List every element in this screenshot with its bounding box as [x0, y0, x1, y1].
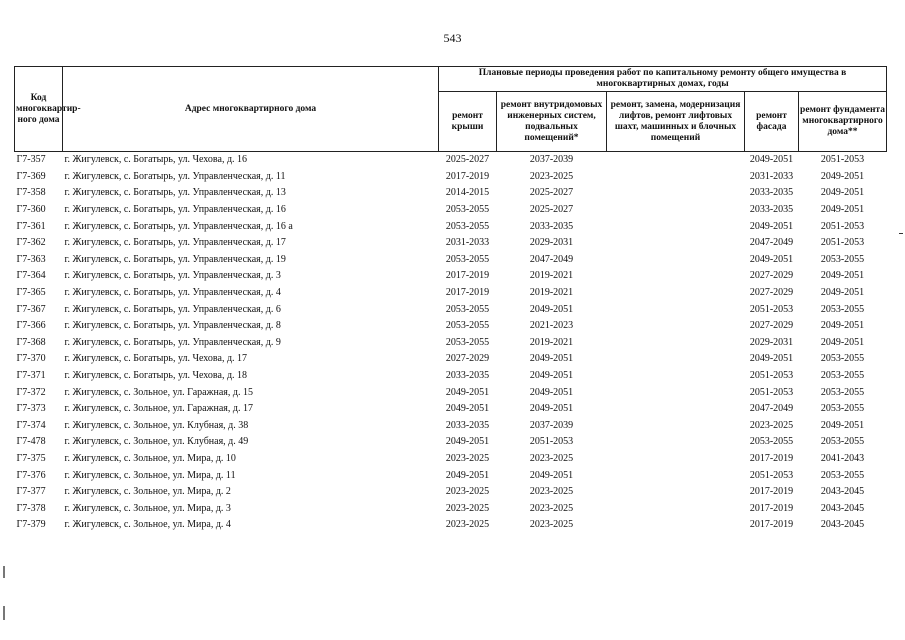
table-row: [15, 285, 887, 302]
table-row: [15, 268, 887, 285]
cell-elevators: [607, 235, 745, 252]
cell-address: г. Жигулевск, с. Богатырь, ул. Управленческая, д. 11: [64, 170, 286, 182]
cell-address: г. Жигулевск, с. Богатырь, ул. Управленческая, д. 8: [64, 320, 281, 332]
cell-elevators: [607, 335, 745, 352]
cell-facade: 2033-2035: [749, 204, 794, 216]
cell-facade: 2029-2031: [749, 336, 794, 348]
cell-address: г. Жигулевск, с. Богатырь, ул. Управленческая, д. 3: [64, 270, 281, 282]
cell-address: г. Жигулевск, с. Зольное, ул. Мира, д. 10: [64, 452, 236, 464]
cell-roof: 2053-2055: [445, 336, 490, 348]
cell-code: Г7-377: [16, 486, 46, 498]
cell-code: Г7-369: [16, 170, 46, 182]
table-row: [15, 517, 887, 534]
cell-code: Г7-373: [16, 403, 46, 415]
cell-systems: 2023-2025: [529, 452, 574, 464]
edge-mark: [899, 233, 903, 234]
cell-foundation: 2049-2051: [820, 187, 865, 199]
cell-facade: 2051-2053: [749, 469, 794, 481]
cell-facade: 2051-2053: [749, 386, 794, 398]
cell-address: г. Жигулевск, с. Богатырь, ул. Чехова, д. 16: [63, 152, 439, 169]
cell-elevators: [607, 268, 745, 285]
cell-facade: 2047-2049: [749, 237, 794, 249]
cell-elevators: [607, 185, 745, 202]
cell-address: г. Жигулевск, с. Зольное, ул. Мира, д. 4: [64, 519, 231, 531]
cell-facade: 2027-2029: [749, 287, 794, 299]
header-elevators: ремонт, замена, модернизация лифтов, ремонт лифтовых шахт, машинных и блочных помещений: [607, 92, 745, 152]
cell-address: г. Жигулевск, с. Зольное, ул. Мира, д. 2: [64, 486, 231, 498]
cell-address: г. Жигулевск, с. Зольное, ул. Гаражная, д. 17: [64, 403, 253, 415]
cell-facade: 2051-2053: [749, 370, 794, 382]
cell-elevators: [607, 301, 745, 318]
cell-facade: 2049-2051: [745, 152, 799, 169]
cell-foundation: 2043-2045: [820, 519, 865, 531]
cell-systems: 2025-2027: [529, 204, 574, 216]
cell-systems: 2029-2031: [529, 237, 574, 249]
cell-foundation: 2043-2045: [820, 502, 865, 514]
cell-elevators: [607, 202, 745, 219]
cell-foundation: 2053-2055: [820, 469, 865, 481]
cell-elevators: [607, 418, 745, 435]
cell-facade: 2017-2019: [749, 519, 794, 531]
cell-code: Г7-366: [16, 320, 46, 332]
cell-address: г. Жигулевск, с. Богатырь, ул. Управленческая, д. 9: [64, 336, 281, 348]
cell-code: Г7-368: [16, 336, 46, 348]
cell-foundation: 2053-2055: [820, 403, 865, 415]
cell-roof: 2049-2051: [445, 469, 490, 481]
cell-systems: 2023-2025: [529, 170, 574, 182]
cell-facade: 2049-2051: [749, 253, 794, 265]
cell-elevators: [607, 169, 745, 186]
header-address: Адрес многоквартирного дома: [63, 67, 439, 152]
table-row: [15, 351, 887, 368]
cell-address: г. Жигулевск, с. Богатырь, ул. Управленческая, д. 19: [64, 253, 286, 265]
cell-foundation: 2043-2045: [820, 486, 865, 498]
cell-elevators: [607, 484, 745, 501]
table-row: [15, 335, 887, 352]
cell-foundation: 2049-2051: [820, 320, 865, 332]
cell-roof: 2014-2015: [445, 187, 490, 199]
cell-code: Г7-375: [16, 452, 46, 464]
header-facade: ремонт фасада: [745, 92, 799, 152]
cell-foundation: 2049-2051: [820, 336, 865, 348]
cell-systems: 2049-2051: [529, 386, 574, 398]
cell-roof: 2017-2019: [445, 270, 490, 282]
cell-elevators: [607, 517, 745, 534]
cell-roof: 2023-2025: [445, 519, 490, 531]
cell-code: Г7-378: [16, 502, 46, 514]
cell-foundation: 2053-2055: [820, 386, 865, 398]
cell-systems: 2019-2021: [529, 270, 574, 282]
header-code: Код многоквартир-ного дома: [15, 67, 63, 152]
cell-roof: 2023-2025: [445, 486, 490, 498]
cell-facade: 2047-2049: [749, 403, 794, 415]
table-row: [15, 434, 887, 451]
cell-address: г. Жигулевск, с. Богатырь, ул. Управленческая, д. 13: [64, 187, 286, 199]
cell-foundation: 2053-2055: [820, 253, 865, 265]
cell-elevators: [607, 368, 745, 385]
cell-roof: 2053-2055: [445, 253, 490, 265]
cell-code: Г7-374: [16, 419, 46, 431]
cell-elevators: [607, 384, 745, 401]
cell-roof: 2053-2055: [445, 220, 490, 232]
cell-address: г. Жигулевск, с. Богатырь, ул. Управленческая, д. 16: [64, 204, 286, 216]
cell-foundation: 2041-2043: [820, 452, 865, 464]
cell-facade: 2051-2053: [749, 303, 794, 315]
cell-foundation: 2049-2051: [820, 170, 865, 182]
table-row: [15, 368, 887, 385]
header-foundation: ремонт фундамента многоквартирного дома**: [799, 92, 887, 152]
cell-code: Г7-361: [16, 220, 46, 232]
cell-systems: 2033-2035: [529, 220, 574, 232]
header-planned-periods: Плановые периоды проведения работ по капитальному ремонту общего имущества в многоквартирных домах, годы: [439, 67, 887, 92]
cell-code: Г7-358: [16, 187, 46, 199]
page-number: 543: [443, 31, 462, 45]
cell-roof: 2023-2025: [445, 502, 490, 514]
cell-code: Г7-360: [16, 204, 46, 216]
cell-elevators: [607, 252, 745, 269]
cell-code: Г7-371: [16, 370, 46, 382]
cell-address: г. Жигулевск, с. Зольное, ул. Клубная, д. 49: [64, 436, 249, 448]
cell-roof: 2033-2035: [445, 370, 490, 382]
cell-elevators: [607, 467, 745, 484]
cell-foundation: 2051-2053: [820, 237, 865, 249]
table-row: [15, 235, 887, 252]
cell-code: Г7-478: [16, 436, 46, 448]
cell-systems: 2025-2027: [529, 187, 574, 199]
cell-facade: 2049-2051: [749, 353, 794, 365]
cell-elevators: [607, 218, 745, 235]
cell-systems: 2023-2025: [529, 519, 574, 531]
cell-facade: 2033-2035: [749, 187, 794, 199]
table-row: [15, 451, 887, 468]
cell-roof: 2027-2029: [445, 353, 490, 365]
cell-roof: 2017-2019: [445, 287, 490, 299]
cell-address: г. Жигулевск, с. Богатырь, ул. Чехова, д. 18: [64, 370, 248, 382]
cell-address: г. Жигулевск, с. Богатырь, ул. Управленческая, д. 4: [64, 287, 281, 299]
cell-foundation: 2053-2055: [820, 370, 865, 382]
cell-facade: 2053-2055: [749, 436, 794, 448]
cell-code: Г7-357: [15, 152, 63, 169]
cell-facade: 2023-2025: [749, 419, 794, 431]
cell-systems: 2037-2039: [497, 152, 607, 169]
table-row: [15, 169, 887, 186]
cell-address: г. Жигулевск, с. Зольное, ул. Мира, д. 11: [64, 469, 236, 481]
cell-facade: 2049-2051: [749, 220, 794, 232]
cell-foundation: 2053-2055: [820, 353, 865, 365]
cell-roof: 2017-2019: [445, 170, 490, 182]
scan-mark: [3, 606, 5, 620]
cell-foundation: 2051-2053: [820, 220, 865, 232]
cell-systems: 2049-2051: [529, 469, 574, 481]
cell-systems: 2021-2023: [529, 320, 574, 332]
cell-foundation: 2053-2055: [820, 436, 865, 448]
cell-facade: 2017-2019: [749, 452, 794, 464]
cell-systems: 2037-2039: [529, 419, 574, 431]
cell-roof: 2031-2033: [445, 237, 490, 249]
cell-address: г. Жигулевск, с. Зольное, ул. Гаражная, д. 15: [64, 386, 253, 398]
cell-code: Г7-365: [16, 287, 46, 299]
cell-elevators: [607, 401, 745, 418]
cell-systems: 2023-2025: [529, 502, 574, 514]
cell-code: Г7-372: [16, 386, 46, 398]
cell-elevators: [607, 451, 745, 468]
cell-address: г. Жигулевск, с. Зольное, ул. Клубная, д. 38: [64, 419, 249, 431]
cell-roof: 2053-2055: [445, 303, 490, 315]
cell-elevators: [607, 351, 745, 368]
cell-facade: 2031-2033: [749, 170, 794, 182]
table-row: [15, 467, 887, 484]
table-row: [15, 318, 887, 335]
cell-code: Г7-379: [16, 519, 46, 531]
cell-address: г. Жигулевск, с. Богатырь, ул. Чехова, д. 17: [64, 353, 248, 365]
cell-address: г. Жигулевск, с. Богатырь, ул. Управленческая, д. 16 а: [64, 220, 293, 232]
table-row: [15, 252, 887, 269]
cell-code: Г7-376: [16, 469, 46, 481]
cell-roof: 2033-2035: [445, 419, 490, 431]
cell-code: Г7-362: [16, 237, 46, 249]
table-body: [15, 152, 887, 534]
cell-code: Г7-370: [16, 353, 46, 365]
cell-address: г. Жигулевск, с. Богатырь, ул. Управленческая, д. 17: [64, 237, 286, 249]
cell-roof: 2053-2055: [445, 204, 490, 216]
cell-facade: 2017-2019: [749, 502, 794, 514]
cell-roof: 2049-2051: [445, 436, 490, 448]
cell-roof: 2023-2025: [445, 452, 490, 464]
cell-elevators: [607, 434, 745, 451]
table-row: [15, 218, 887, 235]
cell-systems: 2049-2051: [529, 353, 574, 365]
table-row: [15, 152, 887, 169]
cell-elevators: [607, 318, 745, 335]
cell-address: г. Жигулевск, с. Зольное, ул. Мира, д. 3: [64, 502, 231, 514]
cell-foundation: 2049-2051: [820, 270, 865, 282]
scan-mark: [3, 566, 5, 578]
table-row: [15, 384, 887, 401]
cell-systems: 2051-2053: [529, 436, 574, 448]
cell-foundation: 2049-2051: [820, 287, 865, 299]
cell-systems: 2049-2051: [529, 303, 574, 315]
cell-facade: 2027-2029: [749, 270, 794, 282]
table-row: [15, 401, 887, 418]
table-row: [15, 202, 887, 219]
header-systems: ремонт внутридомовых инженерных систем, подвальных помещений*: [497, 92, 607, 152]
table-row: [15, 418, 887, 435]
cell-systems: 2047-2049: [529, 253, 574, 265]
cell-foundation: 2053-2055: [820, 303, 865, 315]
cell-systems: 2019-2021: [529, 287, 574, 299]
table-row: [15, 301, 887, 318]
cell-foundation: 2049-2051: [820, 204, 865, 216]
table-row: [15, 500, 887, 517]
cell-elevators: [607, 500, 745, 517]
cell-code: Г7-367: [16, 303, 46, 315]
cell-code: Г7-363: [16, 253, 46, 265]
cell-facade: 2017-2019: [749, 486, 794, 498]
header-roof: ремонт крыши: [439, 92, 497, 152]
cell-address: г. Жигулевск, с. Богатырь, ул. Управленческая, д. 6: [64, 303, 281, 315]
cell-foundation: 2049-2051: [820, 419, 865, 431]
repair-schedule-table: [14, 66, 887, 534]
cell-elevators: [607, 152, 745, 169]
cell-systems: 2049-2051: [529, 370, 574, 382]
cell-facade: 2027-2029: [749, 320, 794, 332]
cell-roof: 2049-2051: [445, 403, 490, 415]
cell-roof: 2053-2055: [445, 320, 490, 332]
cell-code: Г7-364: [16, 270, 46, 282]
table-row: [15, 185, 887, 202]
table-row: [15, 484, 887, 501]
cell-foundation: 2051-2053: [799, 152, 887, 169]
cell-roof: 2025-2027: [439, 152, 497, 169]
cell-elevators: [607, 285, 745, 302]
cell-systems: 2019-2021: [529, 336, 574, 348]
cell-roof: 2049-2051: [445, 386, 490, 398]
cell-systems: 2049-2051: [529, 403, 574, 415]
cell-systems: 2023-2025: [529, 486, 574, 498]
